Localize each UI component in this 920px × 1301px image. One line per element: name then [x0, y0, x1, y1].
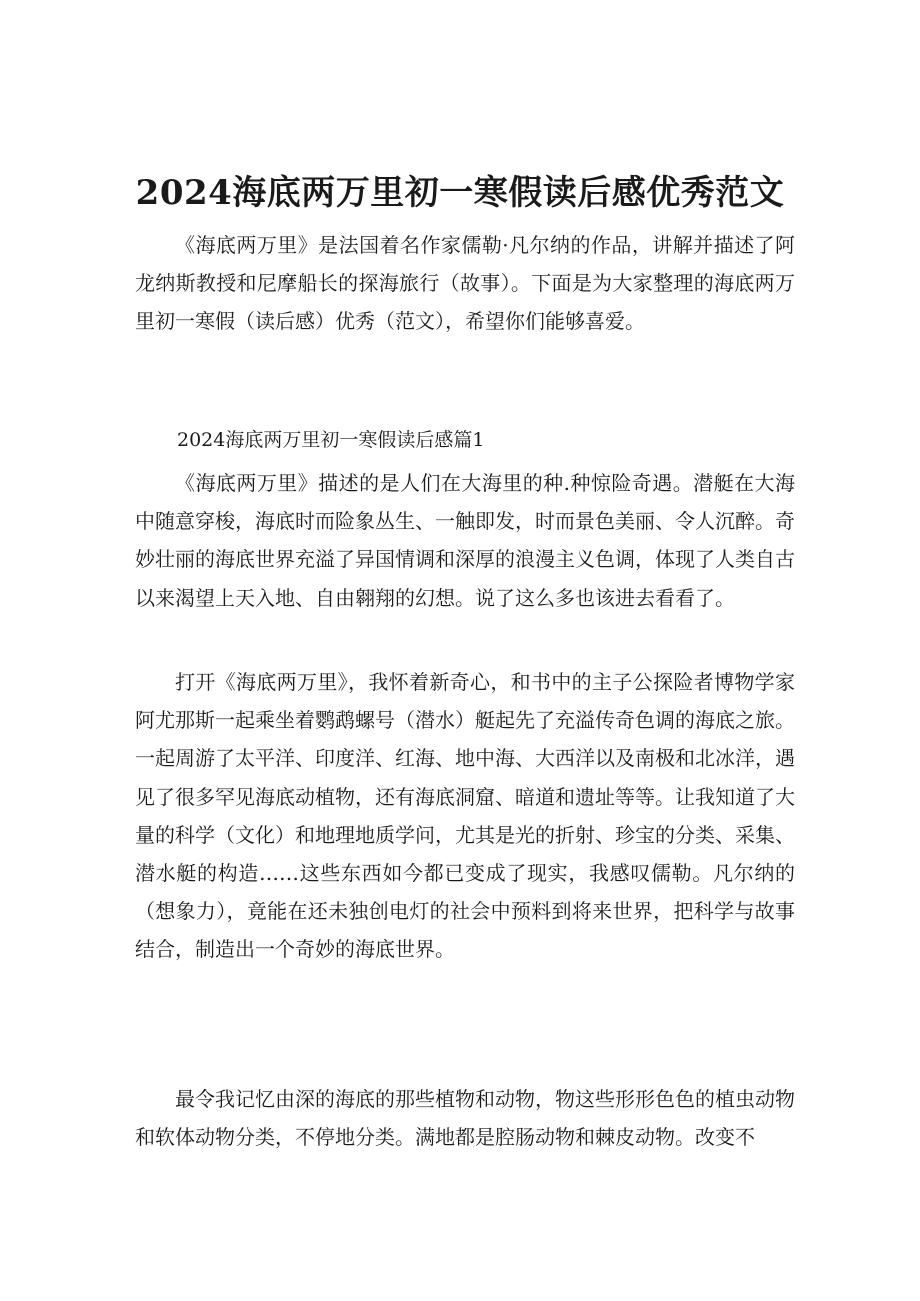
body-paragraph-3: 最令我记忆由深的海底的那些植物和动物，物这些形形色色的植虫动物和软体动物分类，不停地分类。满地都是腔肠动物和棘皮动物。改变不 — [135, 1087, 795, 1150]
body-paragraph-1: 《海底两万里》描述的是人们在大海里的种.种惊险奇遇。潜艇在大海中随意穿梭，海底时而险象丛生、一触即发，时而景色美丽、令人沉醉。奇妙壮丽的海底世界充溢了异国情调和深厚的浪漫主义色调，体现了人类自古以来渴望上天入地、自由翱翔的幻想。说了这么多也该进去看看了。 — [135, 471, 795, 610]
body-paragraph-2: 打开《海底两万里》，我怀着新奇心，和书中的主子公探险者博物学家阿尤那斯一起乘坐着鹦鹉螺号（潜水）艇起先了充溢传奇色调的海底之旅。一起周游了太平洋、印度洋、红海、地中海、大西洋以及南极和北冰洋，遇见了很多罕见海底动植物，还有海底洞窟、暗道和遗址等等。让我知道了大量的科学（文化）和地理地质学问，尤其是光的折射、珍宝的分类、采集、潜水艇的构造……这些东西如今都已变成了现实，我感叹儒勒。凡尔纳的（想象力），竟能在还未独创电灯的社会中预料到将来世界，把科学与故事结合，制造出一个奇妙的海底世界。 — [135, 670, 795, 962]
section-heading: 2024海底两万里初一寒假读后感篇1 — [177, 429, 485, 451]
document-title: 2024海底两万里初一寒假读后感优秀范文 — [135, 172, 785, 213]
intro-paragraph: 《海底两万里》是法国着名作家儒勒·凡尔纳的作品，讲解并描述了阿龙纳斯教授和尼摩船长的探海旅行（故事）。下面是为大家整理的海底两万里初一寒假（读后感）优秀（范文），希望你们能够喜爱。 — [135, 233, 795, 334]
